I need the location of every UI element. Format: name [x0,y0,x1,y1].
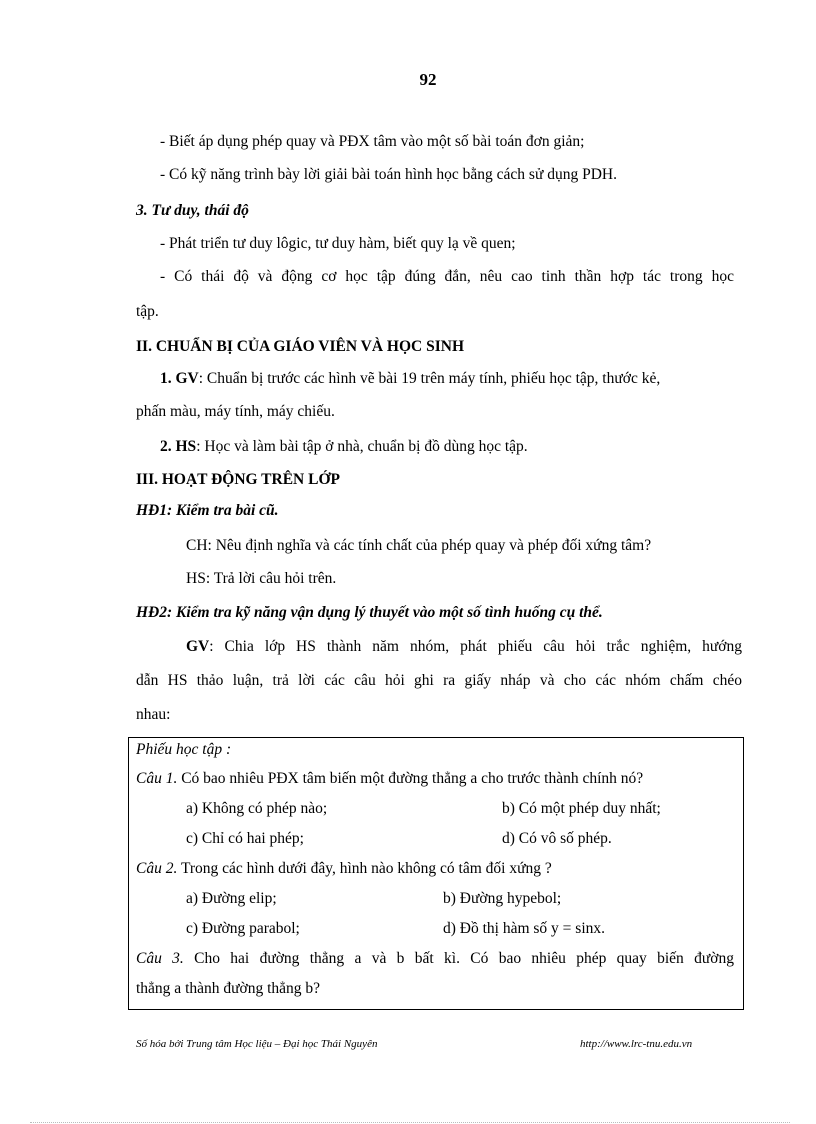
hd2-gv-line-2: dẫn HS thảo luận, trả lời các câu hỏi ghi ra giấy nháp và cho các nhóm chấm chéo [136,672,742,689]
section-III-heading: III. HOẠT ĐỘNG TRÊN LỚP [136,471,340,488]
footer-digitized-by: Số hóa bởi Trung tâm Học liệu – Đại học Thái Nguyên [136,1038,378,1050]
hd1-title: HĐ1: Kiểm tra bài cũ. [136,502,279,519]
hs-preparation-text: : Học và làm bài tập ở nhà, chuẩn bị đồ dùng học tập. [196,438,528,455]
bullet-apply-rotation: - Biết áp dụng phép quay và PĐX tâm vào một số bài toán đơn giản; [160,133,585,150]
hd2-gv-text: : Chia lớp HS thành năm nhóm, phát phiếu câu hỏi trắc nghiệm, hướng [209,638,742,655]
q2-text: Trong các hình dưới đây, hình nào không có tâm đối xứng ? [177,860,552,877]
q3-text: Cho hai đường thẳng a và b bất kì. Có bao nhiêu phép quay biến đường [183,950,734,967]
footer-url[interactable]: http://www.lrc-tnu.edu.vn [580,1038,693,1050]
q2-option-b: b) Đường hypebol; [443,890,562,907]
q3-line [136,949,734,969]
gv-preparation-continued: phấn màu, máy tính, máy chiếu. [136,403,335,420]
q1-option-b: b) Có một phép duy nhất; [502,800,661,817]
q2-option-c: c) Đường parabol; [186,920,300,937]
q1-option-c: c) Chỉ có hai phép; [186,830,304,847]
section-II-heading: II. CHUẨN BỊ CỦA GIÁO VIÊN VÀ HỌC SINH [136,338,464,355]
q2-option-a: a) Đường elip; [186,890,277,907]
hs-preparation-line [160,437,528,457]
hd1-question: CH: Nêu định nghĩa và các tính chất của phép quay và phép đối xứng tâm? [186,537,652,554]
bullet-presentation-skill: - Có kỹ năng trình bày lời giải bài toán hình học bằng cách sử dụng PDH. [160,166,617,183]
gv-label: 1. GV [160,370,199,387]
q3-text-continued: thẳng a thành đường thẳng b? [136,980,321,997]
q2-option-d: d) Đồ thị hàm số y = sinx. [443,920,606,937]
worksheet-title: Phiếu học tập : [136,741,232,758]
q1-option-d: d) Có vô số phép. [502,830,612,847]
q2-label: Câu 2. [136,860,178,877]
hd2-title: HĐ2: Kiểm tra kỹ năng vận dụng lý thuyết vào một số tình huống cụ thể. [136,604,603,621]
q1-option-a: a) Không có phép nào; [186,800,328,817]
q2-line [136,859,552,879]
q1-text: Có bao nhiêu PĐX tâm biến một đường thẳng a cho trước thành chính nó? [177,770,644,787]
hd2-gv-line-3: nhau: [136,706,171,723]
hd2-gv-line [186,637,742,657]
bullet-logic-thinking: - Phát triển tư duy lôgic, tư duy hàm, biết quy lạ về quen; [160,235,516,252]
page-number: 92 [419,70,437,89]
q3-label: Câu 3. [136,950,184,967]
q1-line [136,769,643,789]
hs-label: 2. HS [160,438,197,455]
gv-preparation-text: : Chuẩn bị trước các hình vẽ bài 19 trên máy tính, phiếu học tập, thước kẻ, [198,370,661,387]
section-3-heading: 3. Tư duy, thái độ [136,202,249,219]
bullet-attitude: - Có thái độ và động cơ học tập đúng đắn, nêu cao tinh thần hợp tác trong học [160,268,734,285]
bullet-attitude-continued: tập. [136,303,159,320]
q1-label: Câu 1. [136,770,178,787]
gv-preparation-line [160,369,660,389]
hd2-gv-label: GV [186,638,210,655]
hd1-answer: HS: Trả lời câu hỏi trên. [186,570,337,587]
